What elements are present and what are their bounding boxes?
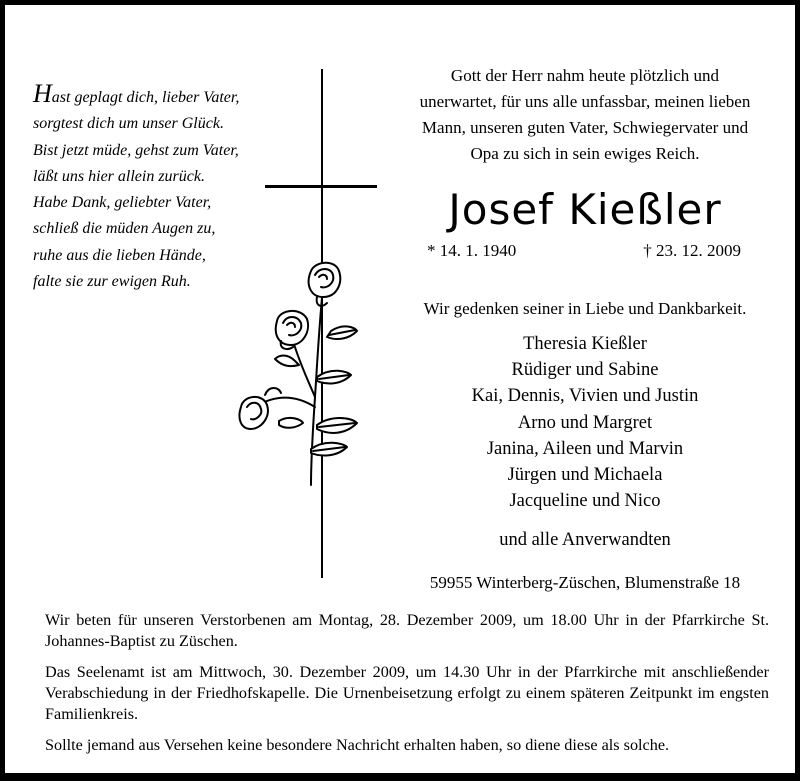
mourners-list xyxy=(385,331,785,514)
poem-line: Habe Dank, geliebter Vater, xyxy=(33,194,212,212)
notice-paragraph: Wir beten für unseren Verstorbenen am Montag, 28. Dezember 2009, um 18.00 Uhr in der Pfarrkirche St. Johannes-Baptist zu Züschen. xyxy=(45,611,769,650)
notice-paragraph: Sollte jemand aus Versehen keine besondere Nachricht erhalten haben, so diene diese als solche. xyxy=(45,736,670,754)
remembrance-line: Wir gedenken seiner in Liebe und Dankbarkeit. xyxy=(423,299,747,318)
notice-paragraph: Das Seelenamt ist am Mittwoch, 30. Dezember 2009, um 14.30 Uhr in der Pfarrkirche mit anschließender Verabschiedung in der Friedhofskapelle. Die Urnenbeisetzung erfolgt zu einem späteren Zeitpunkt im engsten Familienkreis. xyxy=(45,663,769,723)
relatives-line: und alle Anverwandten xyxy=(499,530,671,550)
cross-bar xyxy=(265,185,377,188)
mourner: Jacqueline und Nico xyxy=(509,491,661,512)
poem-first-line: ast geplagt dich, lieber Vater, xyxy=(51,89,240,106)
mourner: Rüdiger und Sabine xyxy=(511,360,659,381)
obituary-notice xyxy=(4,4,796,774)
poem-line: sorgtest dich um unser Glück. xyxy=(33,115,224,133)
mourner: Kai, Dennis, Vivien und Justin xyxy=(471,386,699,407)
deceased-name: Josef Kießler xyxy=(448,185,722,234)
poem-line xyxy=(33,79,293,111)
mourner: Theresia Kießler xyxy=(523,334,647,354)
birth-date: * 14. 1. 1940 xyxy=(427,241,517,260)
intro-line: Gott der Herr nahm heute plötzlich und xyxy=(450,66,720,85)
intro-text xyxy=(385,63,785,167)
poem-line: schließ die müden Augen zu, xyxy=(33,220,216,238)
mourner: Arno und Margret xyxy=(517,412,653,433)
poem-line: ruhe aus die lieben Hände, xyxy=(33,246,206,264)
mourner: Janina, Aileen und Marvin xyxy=(486,438,684,459)
poem-initial: H xyxy=(33,79,52,108)
intro-line: Opa zu sich in sein ewiges Reich. xyxy=(470,144,700,163)
poem-line: falte sie zur ewigen Ruh. xyxy=(33,273,191,291)
mourner: Jürgen und Michaela xyxy=(507,465,663,486)
poem-line: läßt uns hier allein zurück. xyxy=(33,167,205,185)
intro-line: Mann, unseren guten Vater, Schwiegervater und xyxy=(421,118,749,137)
intro-line: unerwartet, für uns alle unfassbar, meinen lieben xyxy=(419,92,751,111)
notices xyxy=(45,610,769,766)
death-date: † 23. 12. 2009 xyxy=(643,241,741,260)
rose-icon xyxy=(231,257,371,487)
poem-line: Bist jetzt müde, gehst zum Vater, xyxy=(33,141,239,159)
address: 59955 Winterberg-Züschen, Blumenstraße 18 xyxy=(429,573,741,592)
